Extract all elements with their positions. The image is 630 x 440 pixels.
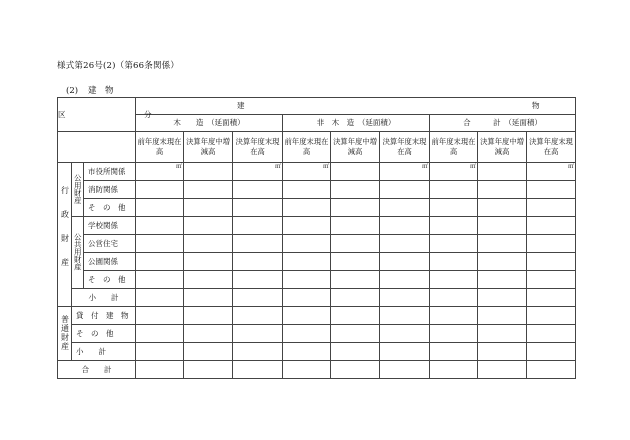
- data-cell: [478, 253, 527, 271]
- data-cell: [136, 199, 184, 217]
- data-cell: [430, 343, 478, 361]
- data-cell: [478, 343, 527, 361]
- data-cell: [136, 289, 184, 307]
- data-cell: [430, 271, 478, 289]
- koyo-label: 公用財産: [72, 163, 84, 217]
- data-cell: [184, 343, 233, 361]
- group-total: 合 計 （延面積）: [430, 115, 576, 132]
- data-cell: [478, 235, 527, 253]
- data-cell: [184, 307, 233, 325]
- row-label: 公園関係: [84, 253, 136, 271]
- data-cell: [527, 307, 576, 325]
- data-cell: [233, 343, 283, 361]
- data-cell: [233, 325, 283, 343]
- data-cell: [184, 181, 233, 199]
- data-cell: [331, 307, 380, 325]
- group-wood: 木 造 （延面積）: [136, 115, 283, 132]
- data-cell: [233, 199, 283, 217]
- data-cell: [136, 343, 184, 361]
- data-cell: [527, 325, 576, 343]
- data-cell: [233, 181, 283, 199]
- data-cell: [527, 181, 576, 199]
- data-cell: [380, 253, 430, 271]
- data-cell: [283, 181, 331, 199]
- data-cell: [478, 325, 527, 343]
- col-current: 決算年度末現在高: [380, 132, 430, 163]
- data-cell: [527, 199, 576, 217]
- data-cell: [478, 163, 527, 181]
- data-cell: [478, 307, 527, 325]
- data-cell: [136, 361, 184, 379]
- col-current: 決算年度末現在高: [233, 132, 283, 163]
- row-label: 貸 付 建 物: [72, 307, 136, 325]
- header-building-right: 物: [532, 101, 540, 110]
- data-cell: [283, 325, 331, 343]
- data-cell: [331, 325, 380, 343]
- data-cell: [136, 235, 184, 253]
- data-cell: [331, 235, 380, 253]
- data-cell: [331, 163, 380, 181]
- col-current: 決算年度末現在高: [527, 132, 576, 163]
- col-prev: 前年度末現在高: [430, 132, 478, 163]
- data-cell: [283, 253, 331, 271]
- data-cell: [527, 361, 576, 379]
- data-cell: [478, 199, 527, 217]
- data-cell: ㎡: [430, 163, 478, 181]
- col-prev: 前年度末現在高: [136, 132, 184, 163]
- header-building-left: 建: [237, 101, 245, 110]
- data-cell: ㎡: [136, 163, 184, 181]
- data-cell: [233, 307, 283, 325]
- gyosei-label: 行政財産: [58, 163, 72, 307]
- subtotal-label: 小 計: [72, 289, 136, 307]
- data-cell: [136, 253, 184, 271]
- data-cell: [478, 271, 527, 289]
- data-cell: [184, 235, 233, 253]
- data-cell: [380, 325, 430, 343]
- col-prev: 前年度末現在高: [283, 132, 331, 163]
- data-cell: [478, 289, 527, 307]
- row-label: そ の 他: [84, 271, 136, 289]
- data-cell: [136, 307, 184, 325]
- data-cell: [331, 253, 380, 271]
- data-cell: [184, 253, 233, 271]
- col-change: 決算年度中増減高: [184, 132, 233, 163]
- data-cell: ㎡: [233, 163, 283, 181]
- data-cell: [184, 163, 233, 181]
- data-cell: [478, 361, 527, 379]
- data-cell: [283, 235, 331, 253]
- data-cell: [380, 235, 430, 253]
- data-cell: [184, 361, 233, 379]
- col-change: 決算年度中増減高: [478, 132, 527, 163]
- futsu-label: 普通財産: [58, 307, 72, 361]
- data-cell: [283, 343, 331, 361]
- data-cell: [331, 199, 380, 217]
- data-cell: [136, 181, 184, 199]
- header-blank: [58, 132, 136, 163]
- data-cell: [380, 199, 430, 217]
- data-cell: ㎡: [283, 163, 331, 181]
- data-cell: [184, 325, 233, 343]
- data-cell: [283, 217, 331, 235]
- data-cell: [184, 289, 233, 307]
- data-cell: [527, 235, 576, 253]
- data-cell: ㎡: [527, 163, 576, 181]
- form-number: 様式第26号(2)（第66条関係）: [57, 61, 180, 71]
- data-cell: [283, 289, 331, 307]
- data-cell: [527, 217, 576, 235]
- data-cell: [527, 253, 576, 271]
- row-label: 公営住宅: [84, 235, 136, 253]
- data-cell: [331, 343, 380, 361]
- data-cell: [430, 307, 478, 325]
- data-cell: [136, 271, 184, 289]
- data-cell: [283, 199, 331, 217]
- data-cell: [527, 271, 576, 289]
- section-label: 建 物: [88, 86, 114, 96]
- data-cell: [478, 217, 527, 235]
- data-cell: [430, 361, 478, 379]
- data-cell: [380, 289, 430, 307]
- total-label: 合 計: [58, 361, 136, 379]
- row-label: 学校関係: [84, 217, 136, 235]
- data-cell: [184, 199, 233, 217]
- data-cell: [380, 361, 430, 379]
- data-cell: [331, 361, 380, 379]
- row-label: そ の 他: [84, 199, 136, 217]
- data-cell: [380, 307, 430, 325]
- data-cell: [430, 199, 478, 217]
- data-cell: [430, 325, 478, 343]
- data-cell: [527, 289, 576, 307]
- data-cell: [331, 217, 380, 235]
- col-change: 決算年度中増減高: [331, 132, 380, 163]
- data-cell: [331, 181, 380, 199]
- row-label: そ の 他: [72, 325, 136, 343]
- data-cell: [283, 307, 331, 325]
- section-title: [66, 84, 114, 96]
- data-cell: [430, 253, 478, 271]
- data-cell: [380, 217, 430, 235]
- building-table: [57, 97, 576, 379]
- header-category: 区 分: [58, 98, 136, 132]
- row-label: 消防関係: [84, 181, 136, 199]
- data-cell: [233, 217, 283, 235]
- data-cell: [283, 361, 331, 379]
- data-cell: [233, 253, 283, 271]
- group-nonwood: 非 木 造 （延面積）: [283, 115, 430, 132]
- row-label: 小 計: [72, 343, 136, 361]
- data-cell: [331, 271, 380, 289]
- data-cell: [380, 343, 430, 361]
- section-number: (2): [66, 86, 79, 96]
- data-cell: [283, 271, 331, 289]
- data-cell: [233, 235, 283, 253]
- data-cell: [527, 343, 576, 361]
- kokyo-label: 公共用財産: [72, 217, 84, 289]
- data-cell: ㎡: [380, 163, 430, 181]
- data-cell: [233, 361, 283, 379]
- row-label: 市役所関係: [84, 163, 136, 181]
- data-cell: [430, 217, 478, 235]
- data-cell: [233, 271, 283, 289]
- data-cell: [430, 289, 478, 307]
- data-cell: [233, 289, 283, 307]
- data-cell: [331, 289, 380, 307]
- data-cell: [430, 181, 478, 199]
- data-cell: [380, 181, 430, 199]
- data-cell: [136, 217, 184, 235]
- data-cell: [478, 181, 527, 199]
- header-building: [136, 98, 576, 115]
- data-cell: [430, 235, 478, 253]
- data-cell: [136, 325, 184, 343]
- data-cell: [184, 217, 233, 235]
- data-cell: [380, 271, 430, 289]
- data-cell: [184, 271, 233, 289]
